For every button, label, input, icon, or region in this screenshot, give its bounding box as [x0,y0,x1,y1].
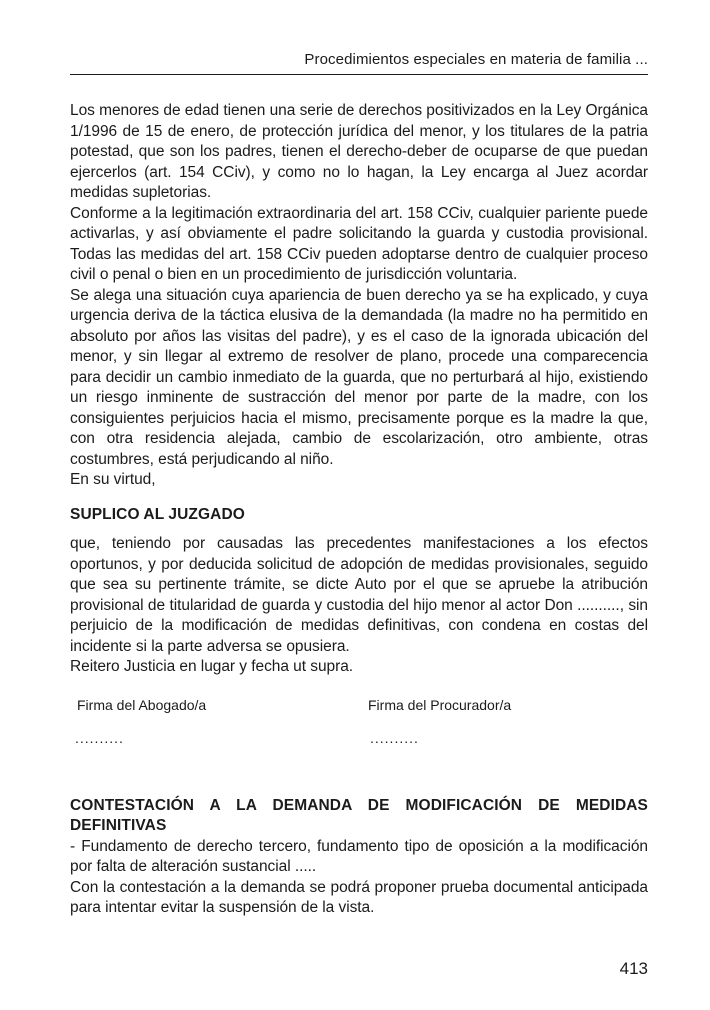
page-number: 413 [619,959,648,978]
signature-label-abogado: Firma del Abogado/a [77,696,207,713]
signature-dots-abogado: .......... [75,729,124,746]
running-header [70,0,648,75]
paragraph-fundamento: - Fundamento de derecho tercero, fundamento tipo de oposición a la modificación por falta de alteración sustancial ..... [70,837,648,875]
paragraph-conforme: Conforme a la legitimación extraordinaria del art. 158 CCiv, cualquier pariente puede activarlas, y así obviamente el padre solicitando la guarda y custodia provisional. Todas las medidas del art. 158 CCiv pueden adoptarse dentro de cualquier proceso civil o penal o bien en un procedimiento de jurisdicción voluntaria. [70,204,648,283]
running-title: Procedimientos especiales en materia de familia ... [304,51,648,68]
paragraph-menores: Los menores de edad tienen una serie de derechos positivizados en la Ley Orgánica 1/1996 de 15 de enero, de protección jurídica del menor, y los titulares de la patria potestad, que son los padres, tienen el derecho-deber de ocuparse de que puedan ejercerlos (art. 154 CCiv), y como no lo hagan, la Ley encarga al Juez acordar medidas supletorias. [70,102,648,201]
signature-labels-row [70,695,648,715]
paragraph-se-alega: Se alega una situación cuya apariencia de buen derecho ya se ha explicado, y cuya urgencia deriva de la táctica elusiva de la demandada (la madre no ha permitido en absoluto por años las visitas del padre), y es el caso de la ignorada ubicación del menor, y sin llegar al extremo de resolver de plano, procede una comparecencia para decidir un cambio inmediato de la guarda, que no perturbará al hijo, existiendo un riesgo inminente de sustracción del menor por parte de la madre, con los consiguientes perjuicios hacia el mismo, precisamente porque es la madre la que, con otra residencia alejada, cambio de escolarización, otro ambiente, otras costumbres, está perjudicando al niño. [70,286,648,468]
paragraph-suplico: que, teniendo por causadas las precedentes manifestaciones a los efectos oportunos, y por deducida solicitud de adopción de medidas provisionales, seguido que sea su pertinente trámite, se dicte Auto por el que se apruebe la atribución provisional de titularidad de guarda y custodia del hijo menor al actor Don .........., sin perjuicio de la modificación de medidas definitivas, con condena en costas del incidente si la parte adversa se opusiera. [70,535,648,655]
signature-dots-row [70,728,648,748]
signature-label-procurador: Firma del Procurador/a [368,696,512,713]
section-heading-contestacion: CONTESTACIÓN A LA DEMANDA DE MODIFICACIÓN DE MEDIDAS DEFINITIVAS [70,796,648,834]
paragraph-en-su-virtud: En su virtud, [70,471,156,488]
page-content [70,0,648,919]
signature-dots-procurador: .......... [370,729,419,746]
section-heading-suplico: SUPLICO AL JUZGADO [70,505,245,523]
paragraph-reitero: Reitero Justicia en lugar y fecha ut supra. [70,658,354,675]
paragraph-prueba-documental: Con la contestación a la demanda se podrá proponer prueba documental anticipada para intentar evitar la suspensión de la vista. [70,878,648,916]
